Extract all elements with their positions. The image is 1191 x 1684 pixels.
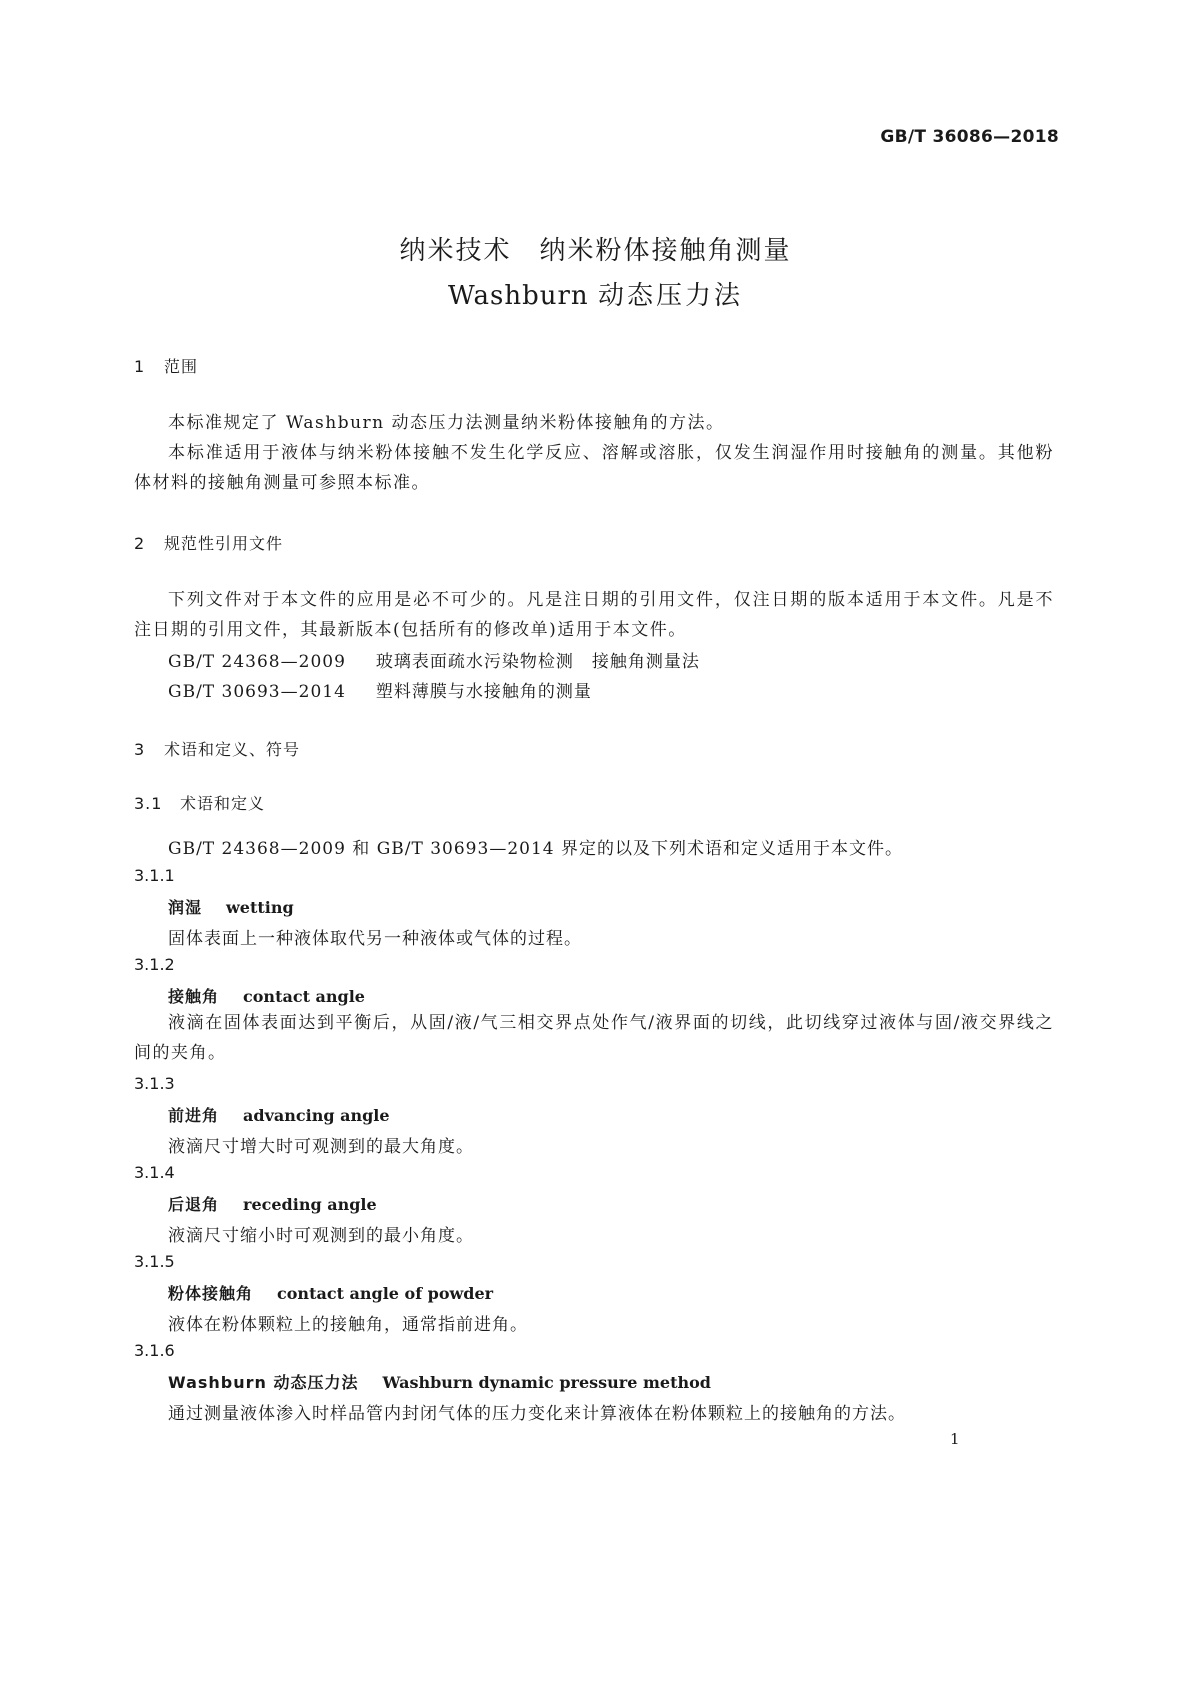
term-number: 3.1.5	[134, 1252, 175, 1271]
term-name-zh: 前进角	[168, 1106, 220, 1125]
section-3-heading	[134, 737, 300, 760]
section-1-paragraph-2: 本标准适用于液体与纳米粉体接触不发生化学反应、溶解或溶胀，仅发生润湿作用时接触角的测量。其他粉体材料的接触角测量可参照本标准。	[134, 443, 1054, 493]
reference-title: 塑料薄膜与水接触角的测量	[375, 682, 592, 702]
term-number: 3.1.4	[134, 1163, 175, 1182]
subsection-title: 术语和定义	[180, 794, 266, 813]
subsection-3-1-heading	[134, 791, 265, 814]
term-name	[168, 984, 365, 1007]
term-name-zh: 后退角	[168, 1195, 220, 1214]
document-subtitle	[0, 275, 1191, 312]
subtitle-method-zh: 动态压力法	[597, 281, 743, 311]
term-number: 3.1.3	[134, 1074, 175, 1093]
page-number: 1	[950, 1430, 960, 1448]
term-name-en: wetting	[226, 898, 294, 917]
section-number: 1	[134, 357, 146, 376]
term-name-en: Washburn dynamic pressure method	[382, 1373, 711, 1392]
term-name-en: advancing angle	[243, 1106, 390, 1125]
term-number: 3.1.1	[134, 866, 175, 885]
section-number: 2	[134, 534, 146, 553]
term-name	[168, 1103, 390, 1126]
section-title: 术语和定义、符号	[164, 740, 301, 759]
section-number: 3	[134, 740, 146, 759]
normative-reference	[168, 677, 592, 702]
term-number: 3.1.2	[134, 955, 175, 974]
term-name	[168, 895, 294, 918]
standard-code: GB/T 36086—2018	[880, 127, 1059, 147]
term-name	[168, 1281, 493, 1304]
section-1-heading	[134, 354, 198, 377]
term-name-en: contact angle of powder	[277, 1284, 494, 1303]
terms-intro: GB/T 24368—2009 和 GB/T 30693—2014 界定的以及下列术语和定义适用于本文件。	[168, 839, 903, 859]
term-name-zh: 接触角	[168, 987, 220, 1006]
document-title: 纳米技术 纳米粉体接触角测量	[399, 236, 792, 266]
term-name	[168, 1370, 711, 1393]
term-number: 3.1.6	[134, 1341, 175, 1360]
section-2-paragraph-1: 下列文件对于本文件的应用是必不可少的。凡是注日期的引用文件，仅注日期的版本适用于本文件。凡是不注日期的引用文件，其最新版本(包括所有的修改单)适用于本文件。	[134, 590, 1054, 640]
normative-reference	[168, 647, 700, 672]
section-2-heading	[134, 531, 283, 554]
subtitle-method-name: Washburn	[448, 281, 589, 311]
term-name-zh: Washburn 动态压力法	[168, 1373, 359, 1392]
section-title: 规范性引用文件	[164, 534, 284, 553]
term-name-en: receding angle	[243, 1195, 377, 1214]
term-name-en: contact angle	[243, 987, 365, 1006]
term-name	[168, 1192, 377, 1215]
term-name-zh: 粉体接触角	[168, 1284, 254, 1303]
term-definition: 固体表面上一种液体取代另一种液体或气体的过程。	[168, 929, 582, 949]
reference-code: GB/T 24368—2009	[168, 652, 346, 672]
term-definition: 液体在粉体颗粒上的接触角，通常指前进角。	[168, 1315, 528, 1335]
term-name-zh: 润湿	[168, 898, 203, 917]
reference-title: 玻璃表面疏水污染物检测 接触角测量法	[375, 652, 700, 672]
term-definition: 通过测量液体渗入时样品管内封闭气体的压力变化来计算液体在粉体颗粒上的接触角的方法。	[168, 1404, 906, 1424]
subsection-number: 3.1	[134, 794, 163, 813]
section-title: 范围	[164, 357, 199, 376]
section-1-paragraph-1: 本标准规定了 Washburn 动态压力法测量纳米粉体接触角的方法。	[168, 413, 725, 433]
term-definition: 液滴尺寸增大时可观测到的最大角度。	[168, 1137, 474, 1157]
term-definition: 液滴在固体表面达到平衡后，从固/液/气三相交界点处作气/液界面的切线，此切线穿过液体与固/液交界线之间的夹角。	[134, 1013, 1054, 1063]
reference-code: GB/T 30693—2014	[168, 682, 346, 702]
term-definition: 液滴尺寸缩小时可观测到的最小角度。	[168, 1226, 474, 1246]
